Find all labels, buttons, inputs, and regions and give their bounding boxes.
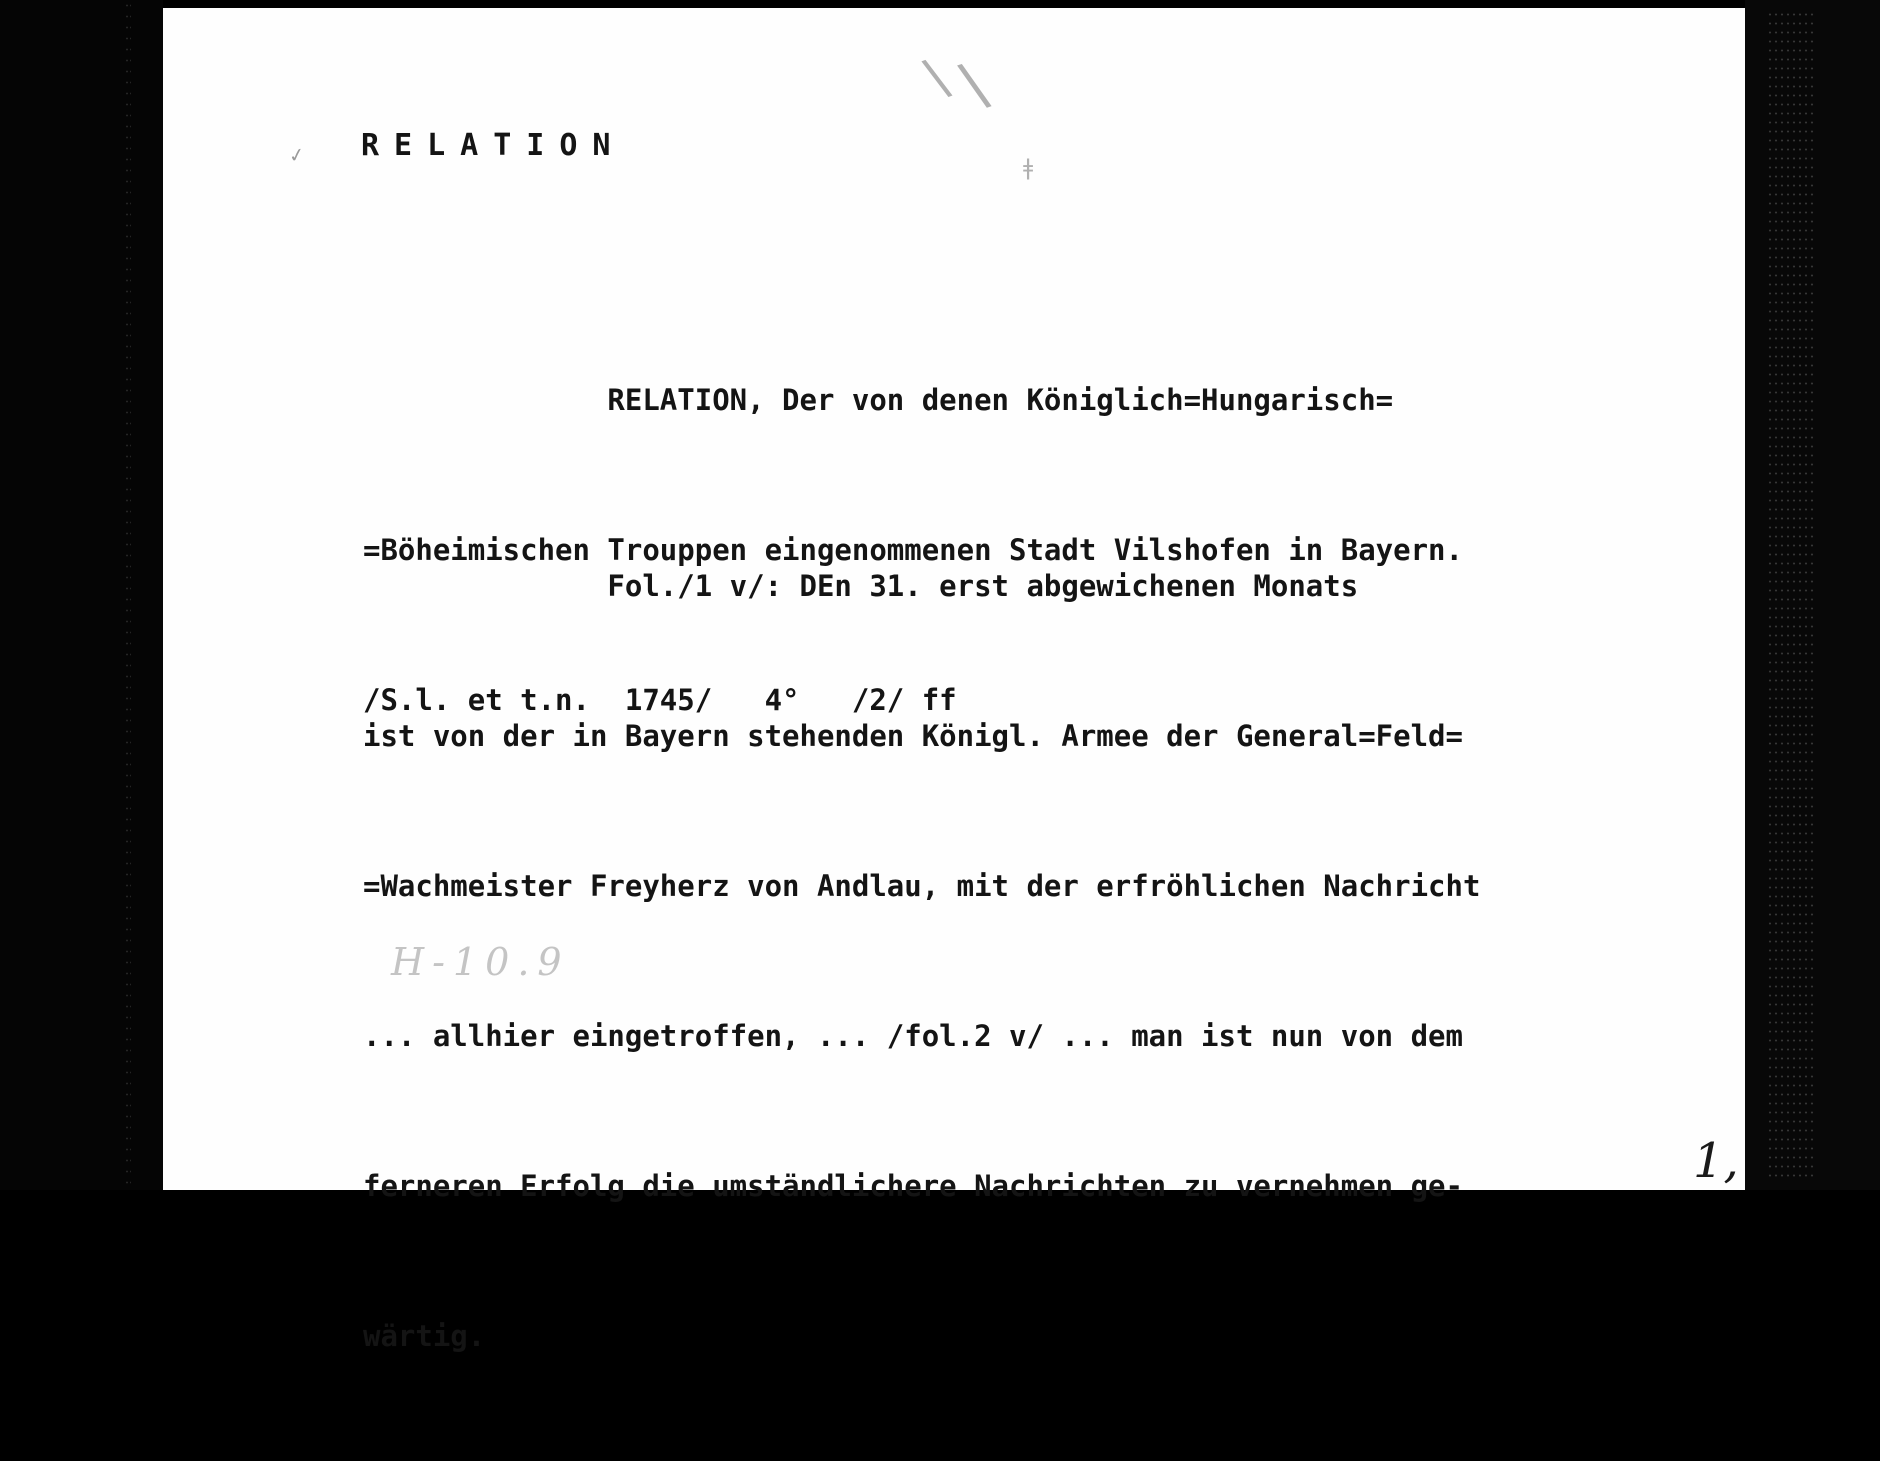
scan-noise-right (1767, 10, 1815, 1180)
entry-line: /S.l. et t.n. 1745/ 4° /2/ ff (363, 683, 957, 717)
excerpt-line: ist von der in Bayern stehenden Königl. Armee der General=Feld= (363, 719, 1463, 753)
excerpt-line: ferneren Erfolg die umständlichere Nachrichten zu vernehmen ge- (363, 1169, 1463, 1203)
pencil-shelfmark: H-10.9 (391, 940, 570, 984)
card-heading: RELATION (361, 128, 626, 163)
excerpt-line: Fol./1 v/: DEn 31. erst abgewichenen Monats (363, 569, 1359, 603)
scan-noise-left (125, 0, 131, 1190)
faint-pencil-marks-icon: \ \ ǂ (918, 46, 1034, 181)
entry-line: =Böheimischen Trouppen eingenommenen Stadt Vilshofen in Bayern. (363, 533, 1463, 567)
excerpt-line: wärtig. (363, 1319, 486, 1353)
handwritten-page-number: 1, (1693, 1133, 1739, 1189)
excerpt-line: =Wachmeister Freyherz von Andlau, mit der erfröhlichen Nachricht (363, 869, 1481, 903)
entry-line: RELATION, Der von denen Königlich=Hungarisch= (363, 383, 1394, 417)
scan-border-right (1745, 0, 1880, 1190)
check-mark-icon: ✓ (287, 142, 306, 169)
excerpt-line: ... allhier eingetroffen, ... /fol.2 v/ ... man ist nun von dem (363, 1019, 1463, 1053)
scan-border-left (0, 0, 163, 1190)
catalog-card (163, 8, 1745, 1353)
